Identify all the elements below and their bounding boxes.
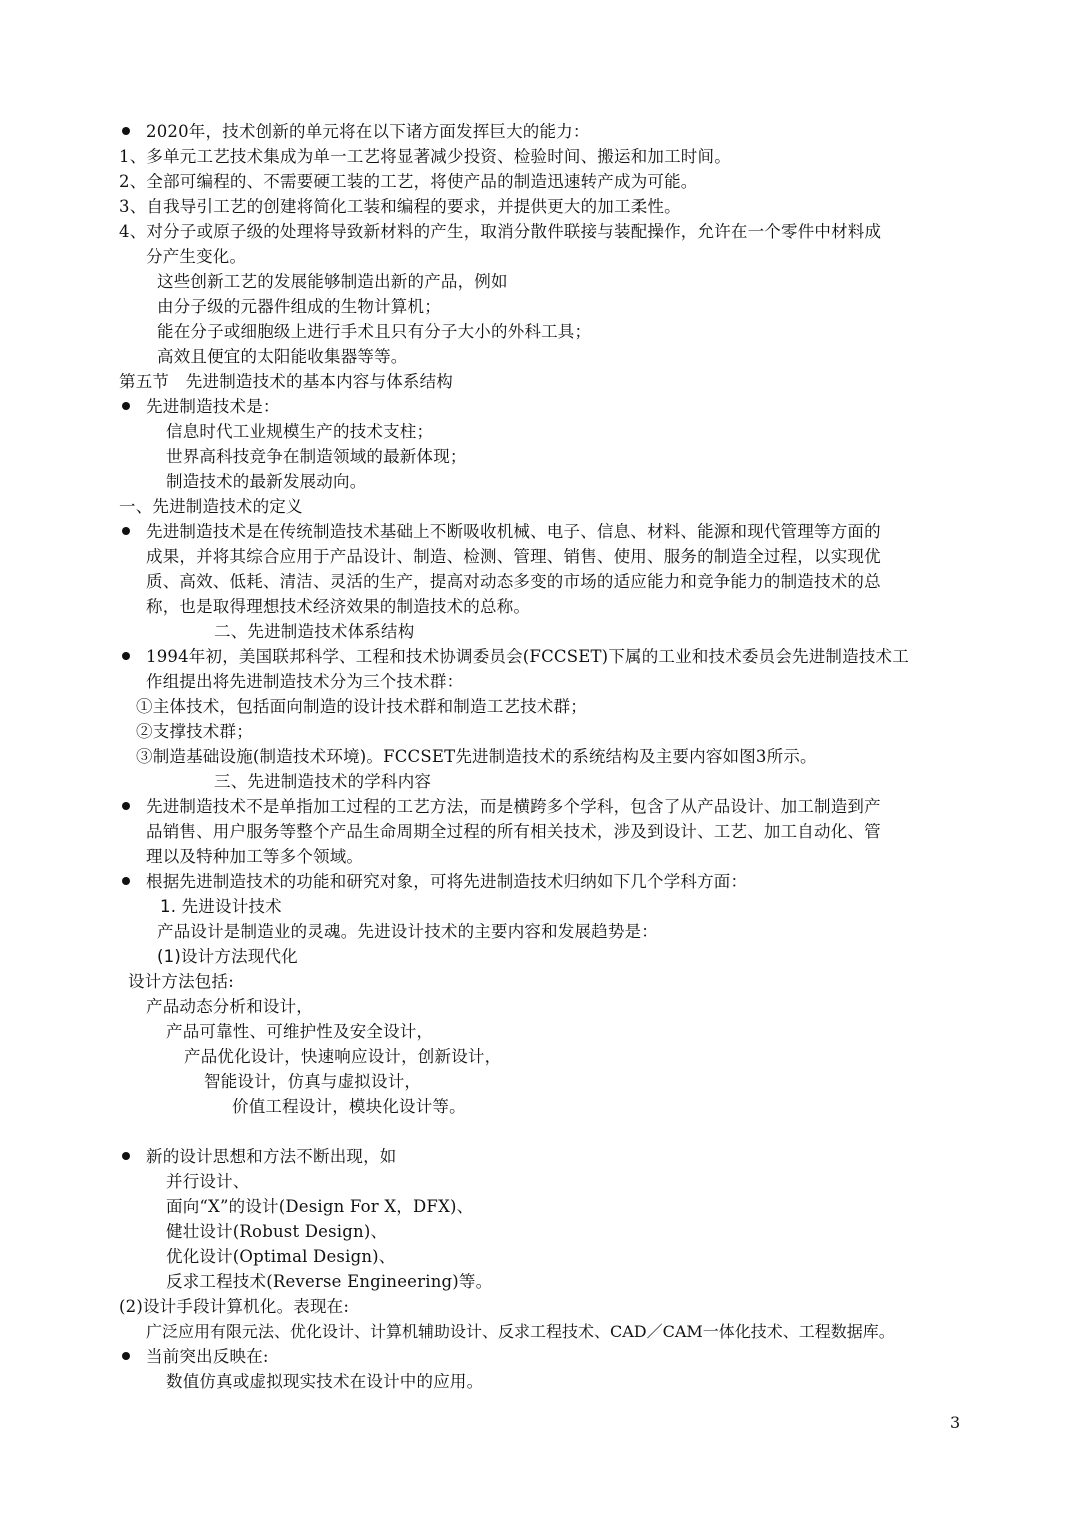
text-line: 并行设计、 <box>166 1172 250 1191</box>
bullet-icon <box>122 527 130 535</box>
text-line: 这些创新工艺的发展能够制造出新的产品，例如 <box>157 272 508 291</box>
bullet-icon <box>122 802 130 810</box>
text-line: 价值工程设计，模块化设计等。 <box>232 1097 466 1116</box>
text-line: 2020年，技术创新的单元将在以下诸方面发挥巨大的能力： <box>146 122 590 141</box>
text-line: 产品优化设计，快速响应设计，创新设计， <box>184 1047 502 1066</box>
text-line: 成果，并将其综合应用于产品设计、制造、检测、管理、销售、使用、服务的制造全过程，以实现优 <box>146 547 881 566</box>
text-line: 反求工程技术(Reverse Engineering)等。 <box>166 1272 493 1291</box>
text-line: 理以及特种加工等多个领域。 <box>146 847 364 866</box>
section-heading: 第五节 先进制造技术的基本内容与体系结构 <box>119 372 453 391</box>
bullet-icon <box>122 652 130 660</box>
bullet-icon <box>122 1352 130 1360</box>
page-number: 3 <box>950 1413 961 1432</box>
text-line: 健壮设计(Robust Design)、 <box>166 1222 388 1241</box>
bullet-icon <box>122 402 130 410</box>
text-line: 广泛应用有限元法、优化设计、计算机辅助设计、反求工程技术、CAD／CAM一体化技术、工程数据库。 <box>146 1322 895 1341</box>
bullet-icon <box>122 1152 130 1160</box>
text-line: 1、多单元工艺技术集成为单一工艺将显著减少投资、检验时间、搬运和加工时间。 <box>119 147 731 166</box>
bullet-icon <box>122 877 130 885</box>
text-line: ①主体技术，包括面向制造的设计技术群和制造工艺技术群； <box>136 697 587 716</box>
text-line: 能在分子或细胞级上进行手术且只有分子大小的外科工具； <box>157 322 592 341</box>
bullet-icon <box>122 127 130 135</box>
text-line: 先进制造技术是： <box>146 397 280 416</box>
text-line: 先进制造技术不是单指加工过程的工艺方法，而是横跨多个学科，包含了从产品设计、加工制造到产 <box>146 797 881 816</box>
text-line: 4、对分子或原子级的处理将导致新材料的产生，取消分散件联接与装配操作，允许在一个零件中材料成 <box>119 222 882 241</box>
text-line: 产品动态分析和设计， <box>146 997 313 1016</box>
text-line: 品销售、用户服务等整个产品生命周期全过程的所有相关技术，涉及到设计、工艺、加工自动化、管 <box>146 822 881 841</box>
text-line: 数值仿真或虚拟现实技术在设计中的应用。 <box>166 1372 484 1391</box>
text-line: 优化设计(Optimal Design)、 <box>166 1247 396 1266</box>
text-line: 面向“X”的设计(Design For X，DFX)、 <box>166 1197 474 1216</box>
subsection-heading: 三、先进制造技术的学科内容 <box>214 772 432 791</box>
subsection-heading: 一、先进制造技术的定义 <box>119 497 303 516</box>
text-line: ②支撑技术群； <box>136 722 253 741</box>
text-line: 高效且便宜的太阳能收集器等等。 <box>157 347 408 366</box>
text-line: 分产生变化。 <box>146 247 247 266</box>
text-line: 根据先进制造技术的功能和研究对象，可将先进制造技术归纳如下几个学科方面： <box>146 872 748 891</box>
text-line: 产品设计是制造业的灵魂。先进设计技术的主要内容和发展趋势是： <box>157 922 658 941</box>
text-line: 作组提出将先进制造技术分为三个技术群： <box>146 672 464 691</box>
text-line: 产品可靠性、可维护性及安全设计， <box>166 1022 434 1041</box>
text-line: 新的设计思想和方法不断出现，如 <box>146 1147 397 1166</box>
text-line: 先进制造技术是在传统制造技术基础上不断吸收机械、电子、信息、材料、能源和现代管理等方面的 <box>146 522 881 541</box>
text-line: (2)设计手段计算机化。表现在: <box>119 1297 350 1316</box>
text-line: 信息时代工业规模生产的技术支柱； <box>166 422 434 441</box>
text-line: 由分子级的元器件组成的生物计算机； <box>157 297 441 316</box>
text-line: 智能设计，仿真与虚拟设计， <box>204 1072 422 1091</box>
text-line: 称，也是取得理想技术经济效果的制造技术的总称。 <box>146 597 531 616</box>
text-line: 1994年初，美国联邦科学、工程和技术协调委员会(FCCSET)下属的工业和技术委员会先进制造技术工 <box>146 647 909 666</box>
text-line: 3、自我导引工艺的创建将简化工装和编程的要求，并提供更大的加工柔性。 <box>119 197 681 216</box>
text-line: 制造技术的最新发展动向。 <box>166 472 367 491</box>
text-line: 设计方法包括: <box>128 972 234 991</box>
topic-heading: 1. 先进设计技术 <box>160 897 282 916</box>
text-line: 质、高效、低耗、清洁、灵活的生产，提高对动态多变的市场的适应能力和竞争能力的制造技术的总 <box>146 572 881 591</box>
subsection-heading: 二、先进制造技术体系结构 <box>214 622 415 641</box>
text-line: 2、全部可编程的、不需要硬工装的工艺，将使产品的制造迅速转产成为可能。 <box>119 172 698 191</box>
text-line: 世界高科技竞争在制造领域的最新体现； <box>166 447 467 466</box>
text-line: 当前突出反映在: <box>146 1347 269 1366</box>
text-line: ③制造基础设施(制造技术环境)。FCCSET先进制造技术的系统结构及主要内容如图3所示。 <box>136 747 817 766</box>
topic-subheading: (1)设计方法现代化 <box>157 947 298 966</box>
